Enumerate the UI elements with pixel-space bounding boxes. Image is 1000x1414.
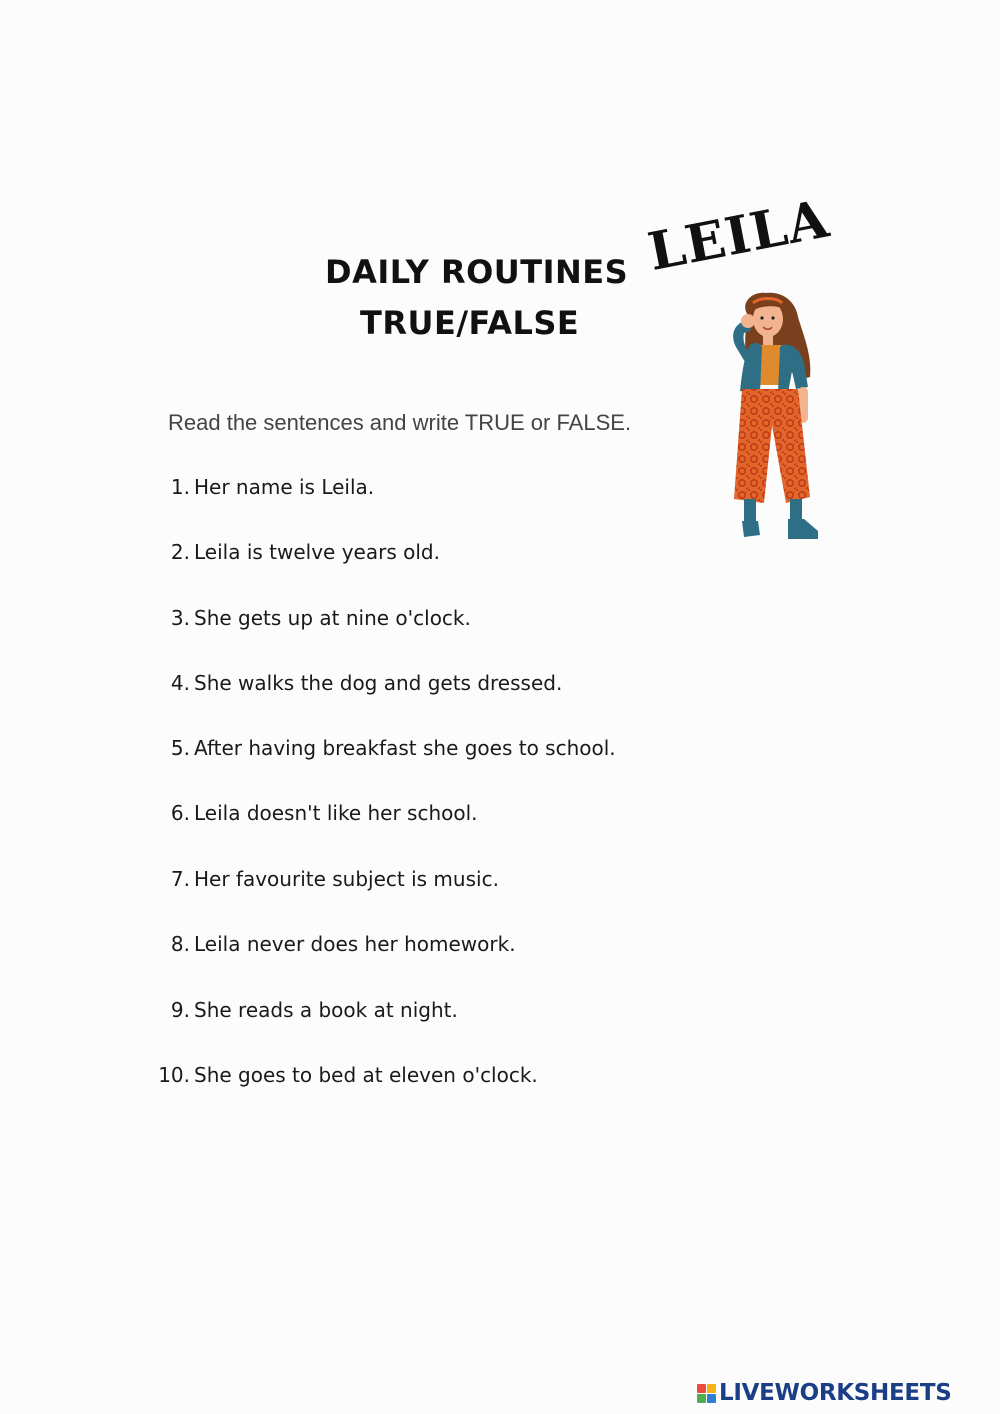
brand-name: LIVEWORKSHEETS: [719, 1380, 952, 1406]
item-number: 4.: [170, 671, 190, 695]
logo-square-red: [697, 1384, 706, 1393]
page-subtitle: TRUE/FALSE: [360, 304, 580, 342]
item-number: 3.: [170, 606, 190, 630]
item-number: 9.: [170, 998, 190, 1022]
item-text: Leila doesn't like her school.: [194, 801, 478, 825]
item-text: Leila never does her homework.: [194, 932, 516, 956]
item-text: Leila is twelve years old.: [194, 540, 440, 564]
item-text: She goes to bed at eleven o'clock.: [194, 1063, 538, 1087]
instructions-text: Read the sentences and write TRUE or FALSE.: [168, 410, 632, 435]
list-item: [150, 992, 458, 1028]
item-text: She reads a book at night.: [194, 998, 458, 1022]
list-item: [150, 730, 616, 766]
item-number: 1.: [170, 475, 190, 499]
character-name: LEILA: [643, 188, 835, 283]
list-item: [150, 600, 471, 636]
liveworksheets-logo[interactable]: [697, 1378, 951, 1408]
item-text: She walks the dog and gets dressed.: [194, 671, 563, 695]
list-item: [150, 469, 374, 505]
item-number: 10.: [158, 1063, 190, 1087]
logo-square-green: [697, 1394, 706, 1403]
item-number: 7.: [170, 867, 190, 891]
list-item: [150, 665, 562, 701]
list-item: [150, 534, 440, 570]
item-number: 5.: [170, 736, 190, 760]
item-text: After having breakfast she goes to school.: [194, 736, 616, 760]
list-item: [150, 1057, 538, 1093]
item-number: 2.: [170, 540, 190, 564]
item-number: 6.: [170, 801, 190, 825]
logo-square-yellow: [707, 1384, 716, 1393]
item-text: Her name is Leila.: [194, 475, 375, 499]
list-item: [150, 926, 516, 962]
item-text: Her favourite subject is music.: [194, 867, 499, 891]
page-title: DAILY ROUTINES: [325, 253, 629, 291]
list-item: [150, 861, 499, 897]
item-number: 8.: [170, 932, 190, 956]
logo-square-blue: [707, 1394, 716, 1403]
list-item: [150, 795, 478, 831]
liveworksheets-logo-icon: [697, 1384, 716, 1403]
item-text: She gets up at nine o'clock.: [194, 606, 471, 630]
